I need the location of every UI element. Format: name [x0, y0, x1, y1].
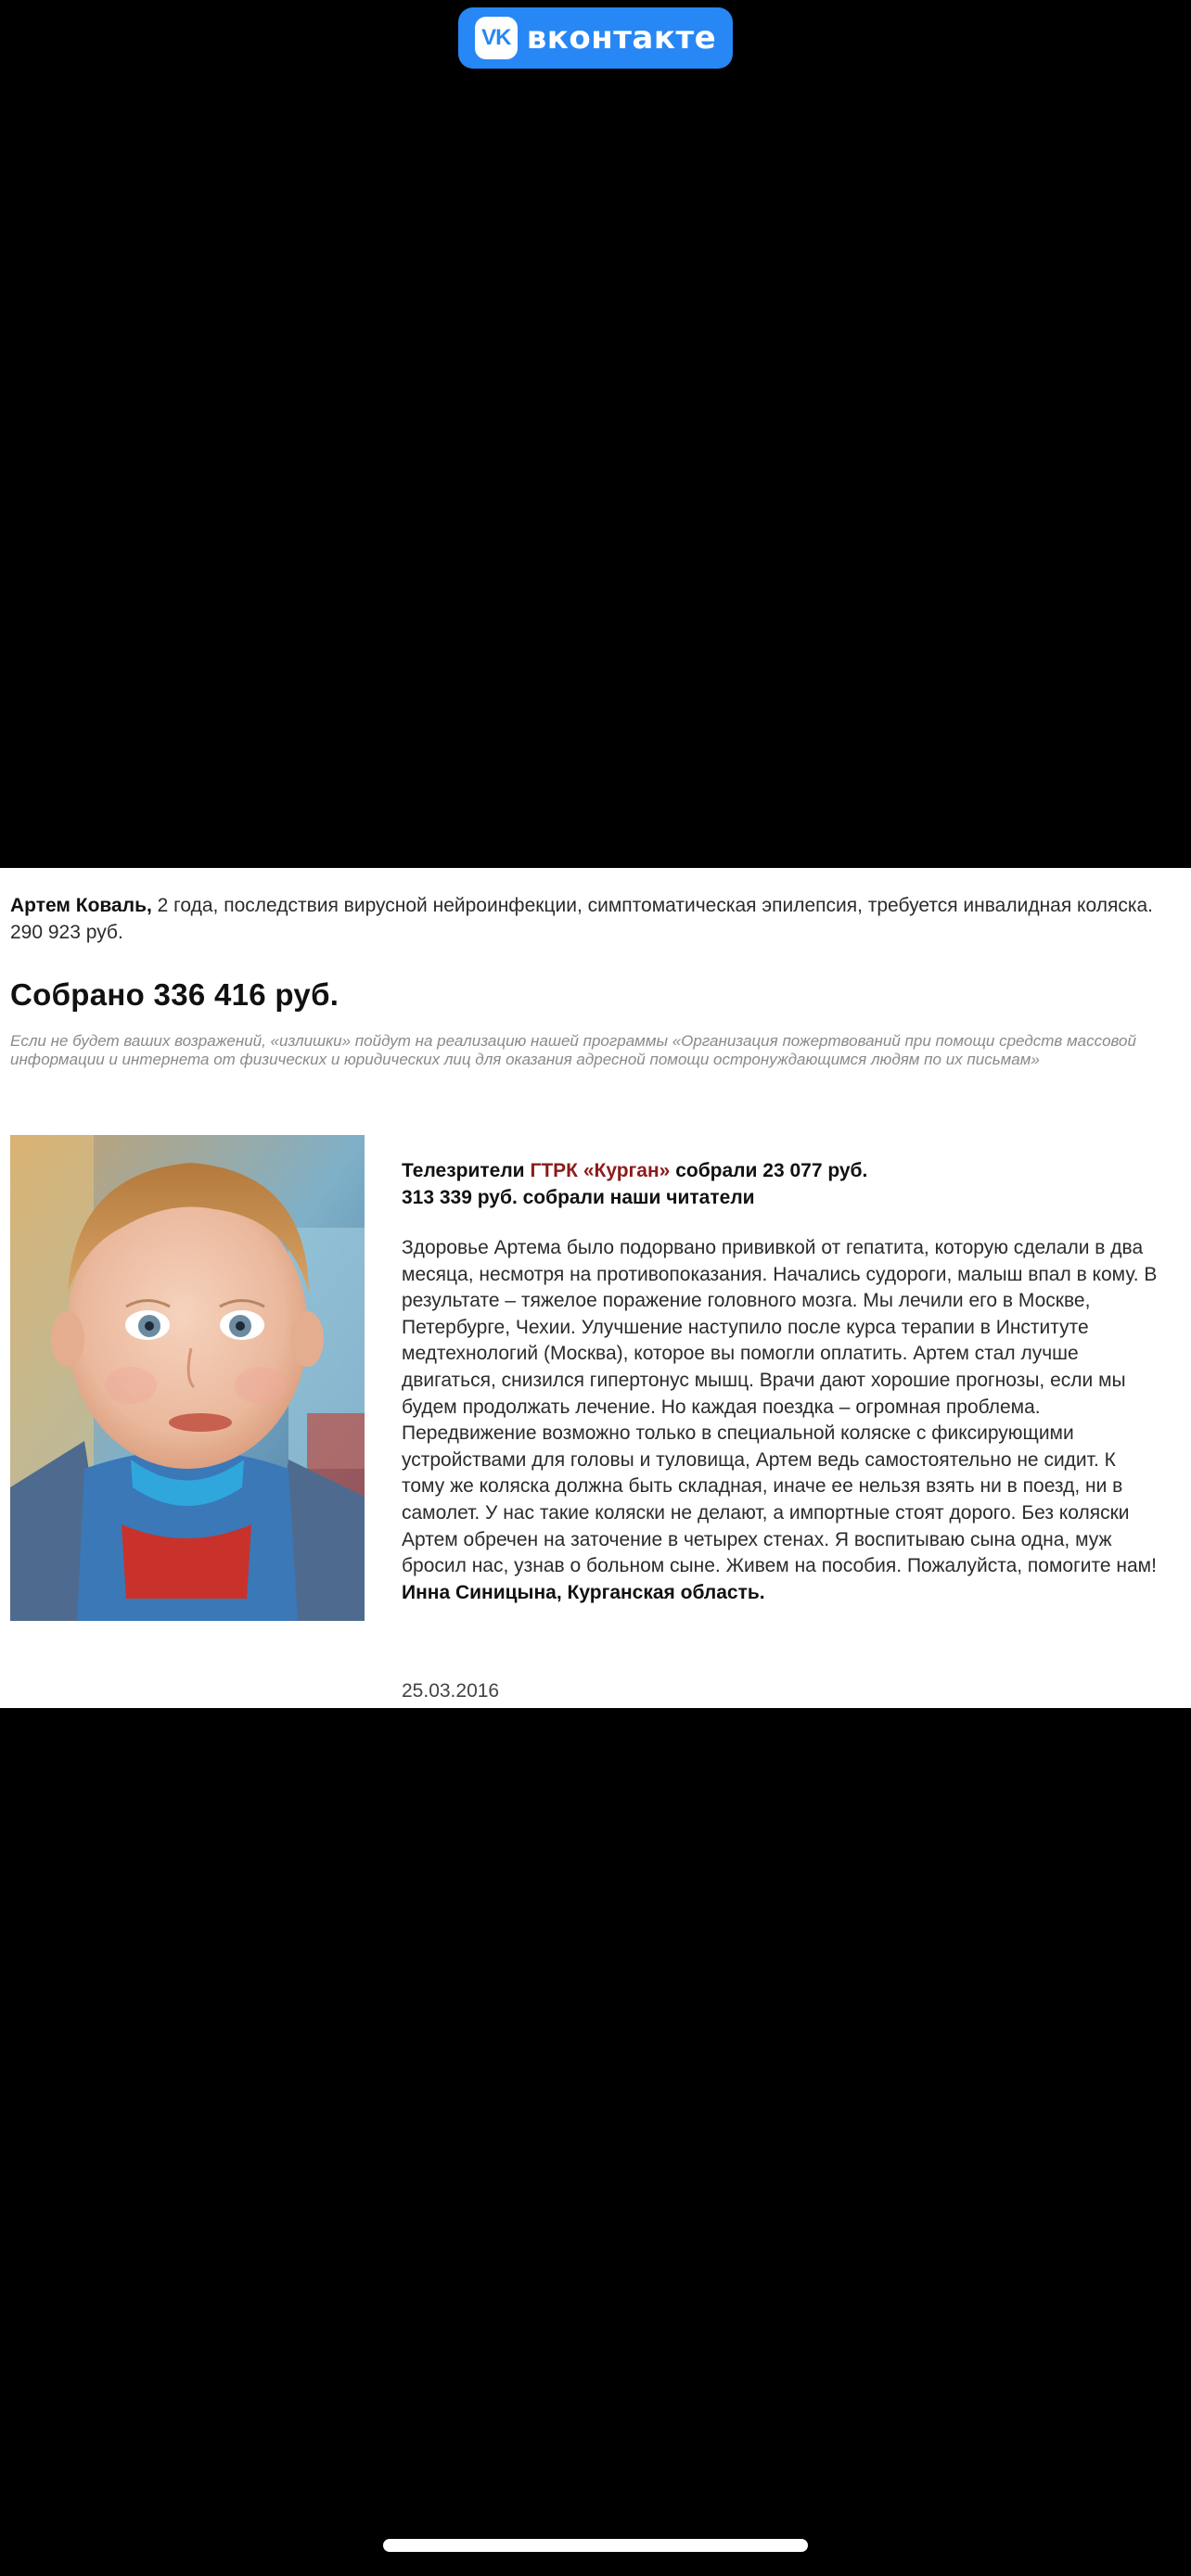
child-photo	[10, 1135, 365, 1621]
viewers-suffix: собрали 23 077 руб.	[670, 1160, 868, 1181]
excess-note: Если не будет ваших возражений, «излишки» пойдут на реализацию нашей программы «Организация пожертвований при помощи средств массовой информации и интернета от физических и юридических лиц для оказания адресной помощи остронуждающимся людям по их письмам»	[10, 1032, 1136, 1068]
article-screenshot	[0, 868, 1191, 1708]
vk-logo-icon: VK	[475, 17, 518, 59]
story-text: Здоровье Артема было подорвано прививкой от гепатита, которую сделали в два месяца, несмотря на противопоказания. Начались судороги, малыш впал в кому. В результате – тяжелое поражение головного мозга. Мы лечили его в Москве, Петербурге, Чехии. Улучшение наступило после курса терапии в Институте медтехнологий (Москва), которое вы помогли оплатить. Артем стал лучше двигаться, снизился гипертонус мышц. Врачи дают хорошие прогнозы, если мы будем продолжать лечение. Но каждая поездка – огромная проблема. Передвижение возможно только в специальной коляске с фиксирующими устройствами для головы и туловища, Артем ведь самостоятельно не сидит. К тому же коляска должна быть складная, иначе ее нельзя взять ни в поезд, ни в самолет. У нас такие коляски не делают, а импортные стоят дорого. Без коляски Артем обречен на заточение в четырех стенах. Я воспитываю сына одна, муж бросил нас, узнав о больном сыне. Живем на пособия. Пожалуйста, помогите нам!	[402, 1237, 1158, 1577]
intro-name: Артем Коваль,	[10, 895, 152, 916]
readers-collected: 313 339 руб. собрали наши читатели	[402, 1187, 755, 1208]
story-signature: Инна Синицына, Курганская область.	[402, 1581, 765, 1603]
story-header	[402, 1157, 1160, 1211]
story-body	[402, 1235, 1160, 1606]
intro-text: 2 года, последствия вирусной нейроинфекции, симптоматическая эпилепсия, требуется инвалидная коляска. 290 923 руб.	[10, 895, 1153, 943]
publish-date: 25.03.2016	[402, 1680, 500, 1702]
vk-open-button[interactable]	[458, 7, 733, 69]
viewers-prefix: Телезрители	[402, 1160, 531, 1181]
story-column	[402, 1157, 1160, 1606]
vk-title: вконтакте	[526, 19, 717, 57]
article-intro	[10, 892, 1181, 946]
gtrk-kurgan-link[interactable]: ГТРК «Курган»	[530, 1160, 671, 1181]
collected-total: Собрано 336 416 руб.	[10, 977, 339, 1012]
home-indicator[interactable]	[383, 2539, 808, 2552]
